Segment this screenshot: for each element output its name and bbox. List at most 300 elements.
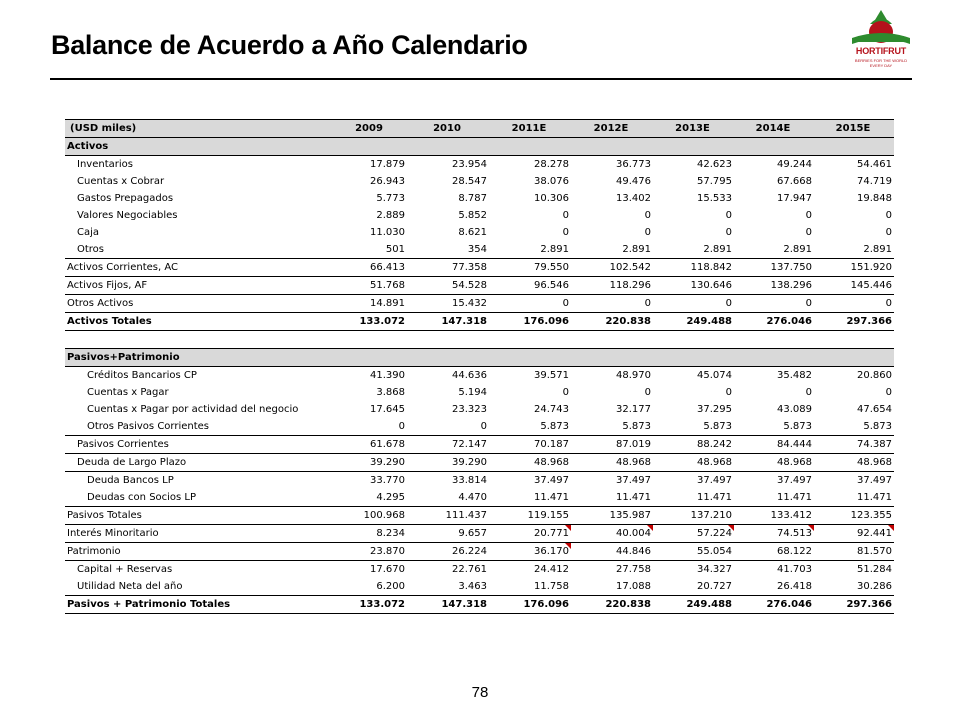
cell-value bbox=[407, 331, 489, 349]
cell-value bbox=[734, 173, 814, 190]
cell-value bbox=[653, 418, 734, 436]
row-label: Caja bbox=[77, 226, 100, 238]
header-year-2010: 2010 bbox=[407, 120, 489, 138]
row-label: Otros bbox=[77, 243, 105, 255]
cell-value bbox=[734, 207, 814, 224]
row-label: Deuda de Largo Plazo bbox=[65, 454, 333, 472]
cell-text: 41.390 bbox=[370, 369, 405, 381]
cell-text: 5.873 bbox=[783, 420, 812, 432]
cell-value bbox=[814, 138, 894, 156]
cell-value bbox=[653, 207, 734, 224]
cell-value bbox=[407, 207, 489, 224]
row-label: Interés Minoritario bbox=[65, 525, 333, 543]
cell-value bbox=[407, 349, 489, 367]
table-row bbox=[65, 173, 894, 190]
row-label: Activos Totales bbox=[65, 313, 333, 331]
cell-value bbox=[814, 596, 894, 614]
table-row bbox=[65, 401, 894, 418]
cell-value bbox=[734, 138, 814, 156]
cell-text: 5.873 bbox=[863, 420, 892, 432]
cell-text: 10.306 bbox=[534, 192, 569, 204]
cell-value bbox=[734, 401, 814, 418]
row-label: Deuda Bancos LP bbox=[87, 474, 174, 486]
cell-value bbox=[653, 241, 734, 259]
cell-text: 0 bbox=[805, 386, 812, 398]
cell-value bbox=[653, 156, 734, 174]
cell-text: 48.968 bbox=[534, 456, 569, 468]
cell-value bbox=[333, 384, 407, 401]
cell-text: 145.446 bbox=[850, 279, 892, 291]
row-label: Pasivos Totales bbox=[65, 507, 333, 525]
cell-text: 36.773 bbox=[616, 158, 651, 170]
cell-value bbox=[734, 436, 814, 454]
cell-text: 0 bbox=[644, 226, 651, 238]
cell-text: 84.444 bbox=[777, 438, 812, 450]
cell-text: 17.670 bbox=[370, 563, 405, 575]
table-row bbox=[65, 349, 894, 367]
header-unit-label: (USD miles) bbox=[65, 120, 333, 138]
table-row bbox=[65, 418, 894, 436]
row-label: Pasivos+Patrimonio bbox=[65, 349, 333, 367]
cell-value bbox=[571, 543, 653, 561]
cell-text: 8.234 bbox=[376, 527, 405, 539]
cell-text: 220.838 bbox=[605, 598, 651, 610]
cell-text: 8.787 bbox=[458, 192, 487, 204]
cell-text: 37.497 bbox=[534, 474, 569, 486]
cell-value bbox=[407, 418, 489, 436]
cell-value bbox=[653, 578, 734, 596]
cell-text: 133.072 bbox=[359, 315, 405, 327]
page-number: 78 bbox=[471, 684, 489, 701]
cell-text: 0 bbox=[562, 209, 569, 221]
table-row bbox=[65, 313, 894, 331]
cell-value bbox=[734, 596, 814, 614]
cell-value bbox=[333, 313, 407, 331]
cell-value bbox=[333, 525, 407, 543]
cell-text: 111.437 bbox=[445, 509, 487, 521]
header-year-2013E: 2013E bbox=[653, 120, 734, 138]
cell-text: 118.842 bbox=[690, 261, 732, 273]
cell-value bbox=[333, 190, 407, 207]
cell-value bbox=[333, 561, 407, 579]
cell-text: 48.968 bbox=[616, 456, 651, 468]
cell-text: 147.318 bbox=[441, 315, 487, 327]
cell-value bbox=[814, 367, 894, 385]
cell-value bbox=[571, 207, 653, 224]
cell-value bbox=[489, 331, 571, 349]
cell-text: 11.471 bbox=[857, 491, 892, 503]
cell-value bbox=[571, 349, 653, 367]
cell-text: 42.623 bbox=[697, 158, 732, 170]
cell-value bbox=[653, 313, 734, 331]
cell-text: 249.488 bbox=[686, 315, 732, 327]
cell-value bbox=[489, 173, 571, 190]
cell-value bbox=[571, 295, 653, 313]
cell-text: 11.758 bbox=[534, 580, 569, 592]
table-row bbox=[65, 259, 894, 277]
cell-text: 67.668 bbox=[777, 175, 812, 187]
cell-text: 37.497 bbox=[616, 474, 651, 486]
cell-text: 4.295 bbox=[376, 491, 405, 503]
cell-value bbox=[489, 313, 571, 331]
cell-value bbox=[333, 454, 407, 472]
cell-value bbox=[734, 259, 814, 277]
cell-text: 0 bbox=[562, 226, 569, 238]
table-row bbox=[65, 367, 894, 385]
cell-text: 249.488 bbox=[686, 598, 732, 610]
cell-value bbox=[407, 436, 489, 454]
cell-value bbox=[489, 561, 571, 579]
cell-text: 33.770 bbox=[370, 474, 405, 486]
cell-value bbox=[333, 241, 407, 259]
cell-text: 39.571 bbox=[534, 369, 569, 381]
cell-text: 9.657 bbox=[458, 527, 487, 539]
cell-text: 44.636 bbox=[452, 369, 487, 381]
cell-text: 37.497 bbox=[857, 474, 892, 486]
row-label: Cuentas x Pagar bbox=[87, 386, 169, 398]
table-row bbox=[65, 207, 894, 224]
cell-text: 48.968 bbox=[697, 456, 732, 468]
cell-value bbox=[489, 277, 571, 295]
cell-text: 47.654 bbox=[857, 403, 892, 415]
cell-text: 138.296 bbox=[770, 279, 812, 291]
cell-text: 102.542 bbox=[609, 261, 651, 273]
table-header-row bbox=[65, 120, 894, 138]
cell-value bbox=[407, 138, 489, 156]
cell-text: 79.550 bbox=[534, 261, 569, 273]
cell-value bbox=[571, 507, 653, 525]
cell-value bbox=[734, 277, 814, 295]
company-logo bbox=[848, 8, 914, 72]
cell-text: 92.441 bbox=[857, 527, 892, 539]
cell-value bbox=[571, 418, 653, 436]
cell-value bbox=[814, 418, 894, 436]
cell-text: 26.418 bbox=[777, 580, 812, 592]
cell-value bbox=[653, 277, 734, 295]
cell-text: 87.019 bbox=[616, 438, 651, 450]
cell-text: 23.954 bbox=[452, 158, 487, 170]
cell-text: 147.318 bbox=[441, 598, 487, 610]
cell-value bbox=[734, 384, 814, 401]
cell-value bbox=[814, 384, 894, 401]
cell-value bbox=[407, 277, 489, 295]
cell-value bbox=[571, 472, 653, 490]
cell-text: 0 bbox=[480, 420, 487, 432]
cell-value bbox=[814, 489, 894, 507]
cell-text: 88.242 bbox=[697, 438, 732, 450]
cell-value bbox=[489, 241, 571, 259]
cell-value bbox=[571, 277, 653, 295]
row-label: Pasivos + Patrimonio Totales bbox=[65, 596, 333, 614]
cell-text: 5.873 bbox=[703, 420, 732, 432]
cell-text: 77.358 bbox=[452, 261, 487, 273]
row-label: Inventarios bbox=[77, 158, 133, 170]
cell-text: 2.889 bbox=[376, 209, 405, 221]
cell-text: 0 bbox=[885, 297, 892, 309]
table-row bbox=[65, 156, 894, 174]
cell-text: 37.497 bbox=[697, 474, 732, 486]
cell-value bbox=[407, 367, 489, 385]
cell-value bbox=[489, 401, 571, 418]
cell-value bbox=[407, 596, 489, 614]
table-row bbox=[65, 507, 894, 525]
comment-marker-icon bbox=[888, 525, 894, 531]
cell-value bbox=[407, 224, 489, 241]
cell-value bbox=[407, 259, 489, 277]
cell-value bbox=[407, 472, 489, 490]
cell-value bbox=[734, 295, 814, 313]
cell-text: 501 bbox=[385, 243, 405, 255]
table-row bbox=[65, 277, 894, 295]
cell-text: 54.461 bbox=[857, 158, 892, 170]
cell-text: 28.278 bbox=[534, 158, 569, 170]
cell-value bbox=[489, 507, 571, 525]
cell-value bbox=[571, 596, 653, 614]
cell-text: 39.290 bbox=[452, 456, 487, 468]
cell-text: 297.366 bbox=[846, 315, 892, 327]
cell-value bbox=[333, 543, 407, 561]
logo-wordmark: HORTIFRUT bbox=[855, 46, 907, 56]
cell-value bbox=[734, 525, 814, 543]
cell-value bbox=[734, 190, 814, 207]
cell-value bbox=[571, 525, 653, 543]
cell-value bbox=[333, 436, 407, 454]
cell-text: 61.678 bbox=[370, 438, 405, 450]
cell-value bbox=[333, 367, 407, 385]
table-row bbox=[65, 543, 894, 561]
cell-text: 2.891 bbox=[540, 243, 569, 255]
cell-value bbox=[407, 156, 489, 174]
cell-value bbox=[407, 313, 489, 331]
cell-value bbox=[814, 401, 894, 418]
cell-value bbox=[734, 543, 814, 561]
page-title: Balance de Acuerdo a Año Calendario bbox=[51, 30, 528, 60]
cell-text: 0 bbox=[885, 386, 892, 398]
cell-value bbox=[407, 401, 489, 418]
cell-value bbox=[489, 418, 571, 436]
cell-text: 118.296 bbox=[609, 279, 651, 291]
cell-value bbox=[407, 295, 489, 313]
cell-text: 34.327 bbox=[697, 563, 732, 575]
cell-text: 11.471 bbox=[777, 491, 812, 503]
cell-value bbox=[489, 207, 571, 224]
row-label: Créditos Bancarios CP bbox=[87, 369, 197, 381]
cell-value bbox=[407, 190, 489, 207]
cell-text: 133.412 bbox=[770, 509, 812, 521]
cell-value bbox=[407, 384, 489, 401]
cell-value bbox=[653, 472, 734, 490]
cell-value bbox=[734, 507, 814, 525]
header-year-2011E: 2011E bbox=[489, 120, 571, 138]
row-label: Cuentas x Pagar por actividad del negocio bbox=[87, 403, 299, 415]
cell-value bbox=[571, 384, 653, 401]
cell-text: 176.096 bbox=[523, 598, 569, 610]
cell-text: 48.970 bbox=[616, 369, 651, 381]
cell-value bbox=[653, 367, 734, 385]
cell-text: 0 bbox=[398, 420, 405, 432]
header-year-2014E: 2014E bbox=[734, 120, 814, 138]
cell-value bbox=[571, 454, 653, 472]
cell-value bbox=[333, 295, 407, 313]
row-label: Otros Activos bbox=[65, 295, 333, 313]
table-row bbox=[65, 596, 894, 614]
cell-text: 17.947 bbox=[777, 192, 812, 204]
cell-text: 48.968 bbox=[777, 456, 812, 468]
cell-text: 0 bbox=[562, 297, 569, 309]
table-row bbox=[65, 331, 894, 349]
cell-text: 3.463 bbox=[458, 580, 487, 592]
table-row bbox=[65, 525, 894, 543]
cell-text: 48.968 bbox=[857, 456, 892, 468]
cell-value bbox=[407, 173, 489, 190]
row-label: Pasivos Corrientes bbox=[65, 436, 333, 454]
cell-text: 4.470 bbox=[458, 491, 487, 503]
cell-text: 33.814 bbox=[452, 474, 487, 486]
cell-text: 0 bbox=[805, 297, 812, 309]
cell-text: 14.891 bbox=[370, 297, 405, 309]
table-row bbox=[65, 138, 894, 156]
cell-text: 297.366 bbox=[846, 598, 892, 610]
cell-text: 176.096 bbox=[523, 315, 569, 327]
cell-value bbox=[734, 224, 814, 241]
cell-text: 5.852 bbox=[458, 209, 487, 221]
cell-text: 17.088 bbox=[616, 580, 651, 592]
cell-value bbox=[814, 561, 894, 579]
cell-text: 0 bbox=[885, 209, 892, 221]
cell-text: 130.646 bbox=[690, 279, 732, 291]
cell-text: 74.387 bbox=[857, 438, 892, 450]
cell-value bbox=[333, 156, 407, 174]
cell-text: 0 bbox=[725, 386, 732, 398]
cell-value bbox=[489, 596, 571, 614]
title-divider bbox=[50, 78, 912, 80]
cell-value bbox=[489, 349, 571, 367]
cell-text: 57.224 bbox=[697, 527, 732, 539]
cell-text: 100.968 bbox=[363, 509, 405, 521]
strawberry-icon bbox=[848, 8, 914, 48]
cell-text: 5.873 bbox=[622, 420, 651, 432]
cell-text: 17.645 bbox=[370, 403, 405, 415]
cell-value bbox=[489, 454, 571, 472]
cell-text: 41.703 bbox=[777, 563, 812, 575]
cell-value bbox=[734, 561, 814, 579]
cell-value bbox=[333, 349, 407, 367]
table-row bbox=[65, 489, 894, 507]
cell-value bbox=[571, 259, 653, 277]
cell-text: 2.891 bbox=[703, 243, 732, 255]
cell-text: 276.046 bbox=[766, 598, 812, 610]
cell-text: 36.170 bbox=[534, 545, 569, 557]
cell-text: 2.891 bbox=[863, 243, 892, 255]
cell-text: 5.773 bbox=[376, 192, 405, 204]
cell-value bbox=[571, 367, 653, 385]
cell-value bbox=[407, 525, 489, 543]
cell-text: 11.471 bbox=[697, 491, 732, 503]
cell-value bbox=[734, 418, 814, 436]
cell-text: 11.030 bbox=[370, 226, 405, 238]
cell-text: 151.920 bbox=[850, 261, 892, 273]
cell-text: 13.402 bbox=[616, 192, 651, 204]
cell-value bbox=[814, 190, 894, 207]
cell-text: 11.471 bbox=[616, 491, 651, 503]
cell-text: 0 bbox=[805, 209, 812, 221]
cell-text: 6.200 bbox=[376, 580, 405, 592]
header-year-2009: 2009 bbox=[333, 120, 407, 138]
cell-text: 0 bbox=[562, 386, 569, 398]
cell-value bbox=[333, 207, 407, 224]
cell-value bbox=[734, 489, 814, 507]
cell-text: 23.323 bbox=[452, 403, 487, 415]
cell-value bbox=[489, 472, 571, 490]
cell-text: 0 bbox=[725, 297, 732, 309]
row-label: Activos bbox=[65, 138, 333, 156]
cell-value bbox=[407, 241, 489, 259]
cell-value bbox=[333, 224, 407, 241]
table-row bbox=[65, 578, 894, 596]
cell-text: 32.177 bbox=[616, 403, 651, 415]
cell-value bbox=[489, 489, 571, 507]
cell-value bbox=[814, 349, 894, 367]
table-row bbox=[65, 561, 894, 579]
cell-value bbox=[653, 259, 734, 277]
cell-value bbox=[653, 436, 734, 454]
cell-text: 49.244 bbox=[777, 158, 812, 170]
cell-value bbox=[333, 472, 407, 490]
table-row bbox=[65, 241, 894, 259]
cell-value bbox=[571, 489, 653, 507]
cell-value bbox=[489, 525, 571, 543]
cell-value bbox=[734, 472, 814, 490]
cell-value bbox=[571, 224, 653, 241]
table-row bbox=[65, 190, 894, 207]
row-label: Valores Negociables bbox=[77, 209, 178, 221]
cell-value bbox=[333, 596, 407, 614]
logo-tagline: BERRIES FOR THE WORLD EVERY DAY bbox=[854, 58, 908, 68]
cell-text: 354 bbox=[467, 243, 487, 255]
cell-text: 23.870 bbox=[370, 545, 405, 557]
cell-value bbox=[814, 543, 894, 561]
cell-value bbox=[653, 507, 734, 525]
cell-value bbox=[489, 190, 571, 207]
cell-text: 30.286 bbox=[857, 580, 892, 592]
cell-value bbox=[734, 241, 814, 259]
cell-value bbox=[653, 596, 734, 614]
cell-value bbox=[653, 384, 734, 401]
cell-text: 26.943 bbox=[370, 175, 405, 187]
cell-value bbox=[571, 156, 653, 174]
cell-value bbox=[489, 156, 571, 174]
cell-text: 20.860 bbox=[857, 369, 892, 381]
cell-text: 276.046 bbox=[766, 315, 812, 327]
cell-value bbox=[814, 578, 894, 596]
cell-value bbox=[653, 138, 734, 156]
cell-value bbox=[333, 507, 407, 525]
cell-text: 43.089 bbox=[777, 403, 812, 415]
cell-value bbox=[333, 173, 407, 190]
cell-value bbox=[407, 561, 489, 579]
cell-value bbox=[814, 241, 894, 259]
cell-text: 74.513 bbox=[777, 527, 812, 539]
cell-text: 74.719 bbox=[857, 175, 892, 187]
cell-text: 22.761 bbox=[452, 563, 487, 575]
cell-text: 27.758 bbox=[616, 563, 651, 575]
cell-value bbox=[489, 224, 571, 241]
cell-text: 220.838 bbox=[605, 315, 651, 327]
cell-text: 0 bbox=[885, 226, 892, 238]
table-row bbox=[65, 472, 894, 490]
cell-text: 0 bbox=[644, 386, 651, 398]
cell-value bbox=[333, 277, 407, 295]
